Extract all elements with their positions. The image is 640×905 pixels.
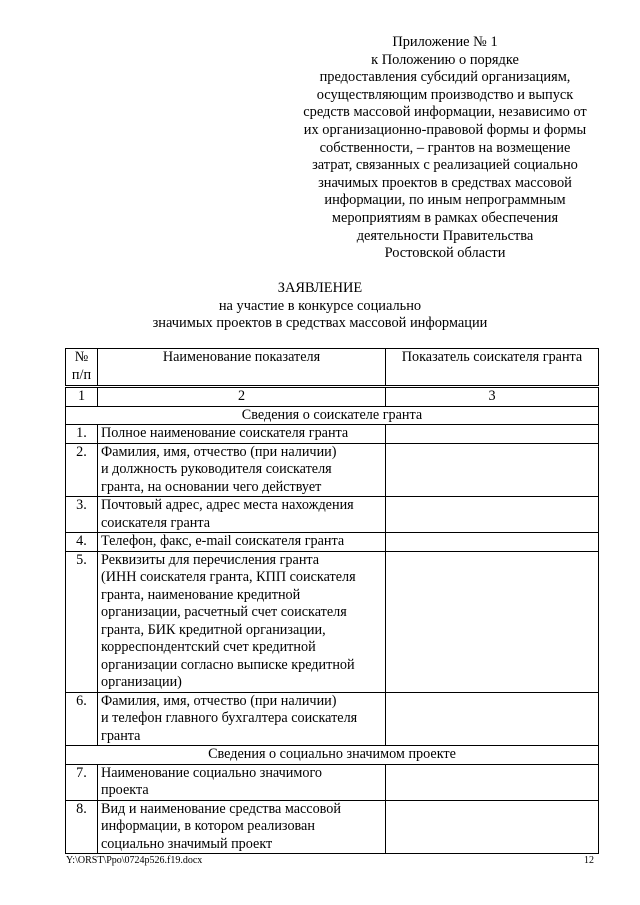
row-number: 8. — [66, 800, 98, 854]
row-indicator-line: информации, в котором реализован — [101, 818, 315, 834]
column-number: 3 — [386, 387, 599, 407]
table-row — [66, 551, 599, 692]
row-indicator-line: Реквизиты для перечисления гранта — [101, 551, 320, 568]
appendix-line: деятельности Правительства — [356, 227, 534, 244]
appendix-line: Ростовской области — [384, 245, 506, 262]
appendix-line: осуществляющим производство и выпуск — [316, 86, 574, 103]
table-header-row — [66, 349, 599, 387]
row-indicator-line: Фамилия, имя, отчество (при наличии) — [101, 692, 337, 709]
row-indicator-line: гранта, наименование кредитной — [101, 586, 301, 603]
row-value-cell[interactable] — [386, 497, 599, 533]
document-subtitle-line: на участие в конкурсе социально — [218, 297, 422, 314]
application-table — [65, 348, 599, 854]
header-indicator-cell: Наименование показателя — [98, 349, 386, 387]
appendix-line: затрат, связанных с реализацией социально — [312, 157, 578, 174]
table-row — [66, 425, 599, 444]
row-indicator — [98, 764, 386, 800]
row-indicator-line: Вид и наименование средства массовой — [101, 800, 341, 817]
header-num-cell — [66, 349, 98, 387]
document-subtitle-line: значимых проектов в средствах массовой информации — [152, 315, 488, 331]
row-number: 2. — [66, 443, 98, 497]
row-indicator — [98, 692, 386, 746]
column-number-row — [66, 387, 599, 407]
row-indicator-line: соискателя гранта — [101, 514, 211, 531]
row-number: 6. — [66, 692, 98, 746]
row-indicator — [98, 533, 386, 552]
header-value-cell: Показатель соискателя гранта — [386, 349, 599, 387]
appendix-line: мероприятиям в рамках обеспечения — [331, 209, 559, 226]
row-indicator-line: корреспондентский счет кредитной — [101, 639, 316, 655]
row-indicator-line: гранта, БИК кредитной организации, — [101, 621, 326, 638]
row-indicator — [98, 497, 386, 533]
table-row — [66, 692, 599, 746]
appendix-line: их организационно-правовой формы и формы — [303, 121, 587, 138]
row-value-cell[interactable] — [386, 425, 599, 444]
row-value-cell[interactable] — [386, 800, 599, 854]
section-title: Сведения о социально значимом проекте — [66, 746, 599, 765]
appendix-line: средств массовой информации, независимо от — [303, 104, 587, 121]
section-row — [66, 406, 599, 425]
page-number: 12 — [584, 855, 594, 866]
appendix-line: Приложение № 1 — [392, 34, 498, 50]
row-indicator-line: Наименование социально значимого — [101, 764, 322, 781]
appendix-line: к Положению о порядке — [371, 51, 519, 68]
document-heading — [0, 280, 640, 333]
appendix-line: значимых проектов в средствах массовой — [318, 174, 572, 191]
table-row — [66, 800, 599, 854]
row-value-cell[interactable] — [386, 443, 599, 497]
row-indicator-line: гранта, на основании чего действует — [101, 478, 322, 495]
row-indicator-line: организации, расчетный счет соискателя — [101, 604, 347, 620]
row-indicator-line: организации) — [101, 674, 182, 690]
row-indicator-line: Фамилия, имя, отчество (при наличии) — [101, 443, 337, 460]
row-value-cell[interactable] — [386, 764, 599, 800]
row-indicator-line: проекта — [101, 782, 149, 798]
document-title: ЗАЯВЛЕНИЕ — [277, 280, 363, 296]
appendix-line: предоставления субсидий организациям, — [319, 69, 571, 86]
table-row — [66, 497, 599, 533]
table-row — [66, 443, 599, 497]
row-value-cell[interactable] — [386, 551, 599, 692]
row-indicator-line: и телефон главного бухгалтера соискателя — [101, 710, 358, 726]
header-num-line: п/п — [71, 366, 92, 383]
row-indicator-line: организации согласно выписке кредитной — [101, 656, 355, 673]
row-number: 5. — [66, 551, 98, 692]
row-indicator — [98, 551, 386, 692]
header-num-line: № — [74, 349, 89, 365]
appendix-line: информации, по иным непрограммным — [324, 192, 566, 209]
row-number: 1. — [66, 425, 98, 444]
table-row — [66, 533, 599, 552]
column-number: 1 — [66, 387, 98, 407]
row-number: 7. — [66, 764, 98, 800]
row-indicator-line: гранта — [101, 727, 141, 744]
row-indicator — [98, 800, 386, 854]
row-indicator — [98, 443, 386, 497]
row-indicator-line: Полное наименование соискателя гранта — [101, 425, 349, 441]
row-value-cell[interactable] — [386, 692, 599, 746]
row-indicator-line: Почтовый адрес, адрес места нахождения — [101, 497, 354, 513]
appendix-caption — [300, 34, 590, 263]
row-indicator-line: социально значимый проект — [101, 835, 273, 852]
appendix-line: собственности, – грантов на возмещение — [319, 139, 571, 156]
section-title: Сведения о соискателе гранта — [66, 406, 599, 425]
table-row — [66, 764, 599, 800]
row-indicator-line: и должность руководителя соискателя — [101, 461, 332, 477]
row-number: 3. — [66, 497, 98, 533]
row-indicator — [98, 425, 386, 444]
row-value-cell[interactable] — [386, 533, 599, 552]
row-number: 4. — [66, 533, 98, 552]
footer-file-path: Y:\ORST\Ppo\0724p526.f19.docx — [66, 855, 203, 866]
row-indicator-line: Телефон, факс, e-mail соискателя гранта — [101, 533, 345, 549]
row-indicator-line: (ИНН соискателя гранта, КПП соискателя — [101, 569, 356, 585]
section-row — [66, 746, 599, 765]
column-number: 2 — [98, 387, 386, 407]
